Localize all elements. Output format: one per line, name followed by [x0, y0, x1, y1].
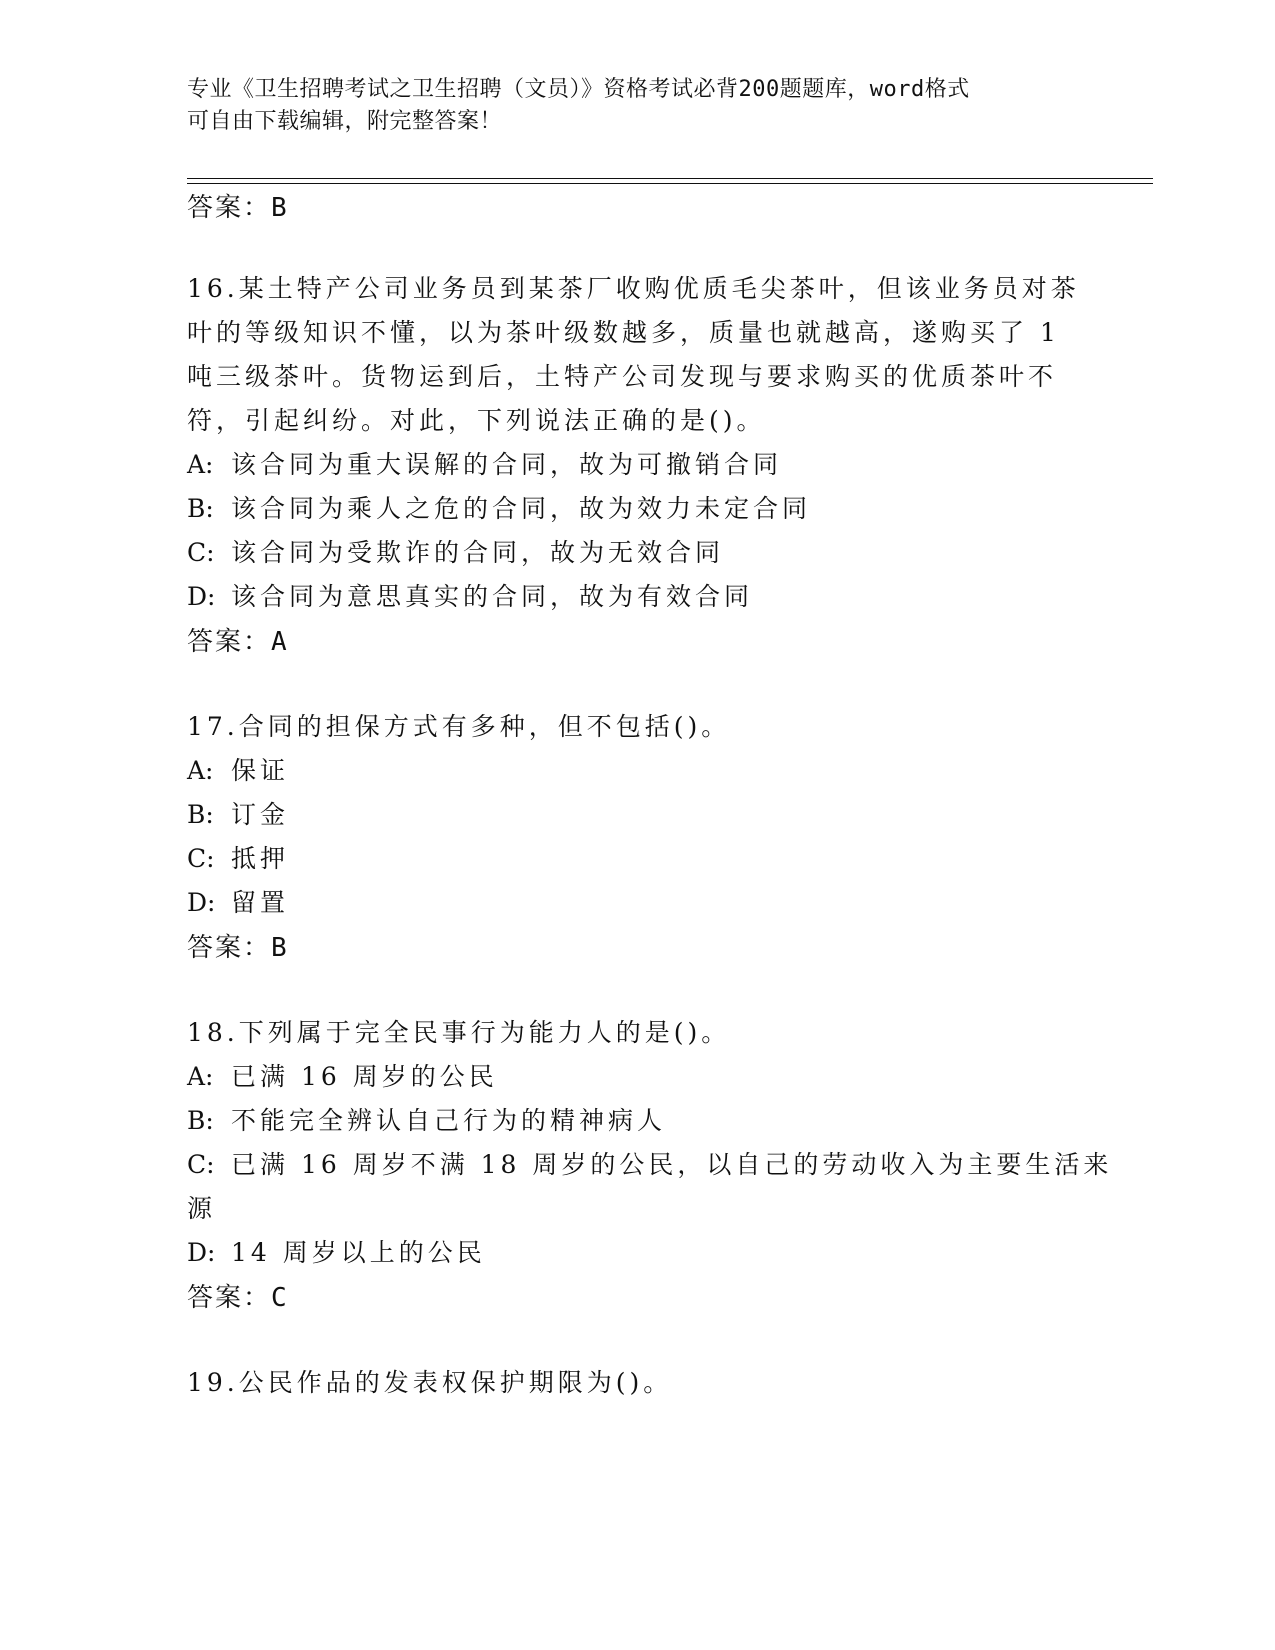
header-rule-top [187, 178, 1153, 179]
question-16-stem-line-3: 吨三级茶叶。货物运到后，土特产公司发现与要求购买的优质茶叶不 [187, 362, 1058, 391]
question-17-option-b [187, 800, 1087, 830]
option-key: A: [187, 756, 214, 785]
answer-label: 答案： [187, 933, 272, 963]
option-key: D: [187, 582, 216, 611]
question-17-option-c [187, 844, 1087, 874]
answer-value: B [271, 193, 287, 223]
header-rule-bottom [187, 183, 1153, 184]
option-text: 不能完全辨认自己行为的精神病人 [231, 1106, 667, 1135]
option-text: 留置 [231, 888, 290, 917]
question-16-stem-line-2: 叶的等级知识不懂，以为茶叶级数越多，质量也就越高，遂购买了 1 [187, 318, 1060, 347]
answer-label: 答案： [187, 1283, 272, 1313]
question-16-answer [187, 627, 287, 657]
option-text: 订金 [231, 800, 290, 829]
question-18-option-a [187, 1062, 1087, 1092]
option-key: C: [187, 1150, 215, 1179]
question-18-stem-line-1: 18.下列属于完全民事行为能力人的是()。 [187, 1018, 731, 1047]
question-16-option-d [187, 582, 1087, 612]
header-line-1: 专业《卫生招聘考试之卫生招聘（文员）》资格考试必背200题题库，word格式 [187, 77, 970, 102]
option-text: 保证 [231, 756, 290, 785]
question-16-option-c [187, 538, 1087, 568]
option-key: B: [187, 494, 214, 523]
question-17-option-d [187, 888, 1087, 918]
option-key: C: [187, 844, 215, 873]
option-text: 源 [187, 1194, 217, 1223]
question-16-option-a [187, 450, 1087, 480]
option-text: 该合同为重大误解的合同，故为可撤销合同 [231, 450, 783, 479]
option-text: 该合同为意思真实的合同，故为有效合同 [231, 582, 754, 611]
question-18-option-c-continued [187, 1194, 1087, 1224]
question-16-stem-line-4: 符，引起纠纷。对此，下列说法正确的是()。 [187, 406, 766, 435]
option-text: 已满 16 周岁的公民 [231, 1062, 498, 1091]
answer-value: A [271, 627, 287, 657]
option-key: A: [187, 1062, 214, 1091]
option-key: C: [187, 538, 215, 567]
option-text: 14 周岁以上的公民 [231, 1238, 486, 1267]
page-header [187, 74, 1067, 138]
option-text: 抵押 [231, 844, 290, 873]
question-19-stem-line-1: 19.公民作品的发表权保护期限为()。 [187, 1368, 673, 1397]
question-16-stem-line-1: 16.某土特产公司业务员到某茶厂收购优质毛尖茶叶，但该业务员对茶 [187, 274, 1080, 303]
question-17-option-a [187, 756, 1087, 786]
option-key: A: [187, 450, 214, 479]
option-key: D: [187, 888, 216, 917]
question-17-answer [187, 933, 287, 963]
question-18-option-d [187, 1238, 1087, 1268]
option-key: D: [187, 1238, 216, 1267]
option-text: 该合同为乘人之危的合同，故为效力未定合同 [231, 494, 812, 523]
answer-line [187, 193, 287, 223]
question-18-option-b [187, 1106, 1087, 1136]
option-key: B: [187, 1106, 214, 1135]
question-16-option-b [187, 494, 1087, 524]
question-18-answer [187, 1283, 287, 1313]
answer-label: 答案： [187, 193, 272, 223]
answer-value: B [271, 933, 287, 963]
question-18-option-c [187, 1150, 1113, 1180]
option-text: 该合同为受欺诈的合同，故为无效合同 [231, 538, 725, 567]
header-line-2: 可自由下载编辑，附完整答案！ [187, 109, 503, 134]
option-text: 已满 16 周岁不满 18 周岁的公民，以自己的劳动收入为主要生活来 [231, 1150, 1113, 1179]
answer-value: C [271, 1283, 287, 1313]
question-17-stem-line-1: 17.合同的担保方式有多种，但不包括()。 [187, 712, 731, 741]
option-key: B: [187, 800, 214, 829]
answer-label: 答案： [187, 627, 272, 657]
